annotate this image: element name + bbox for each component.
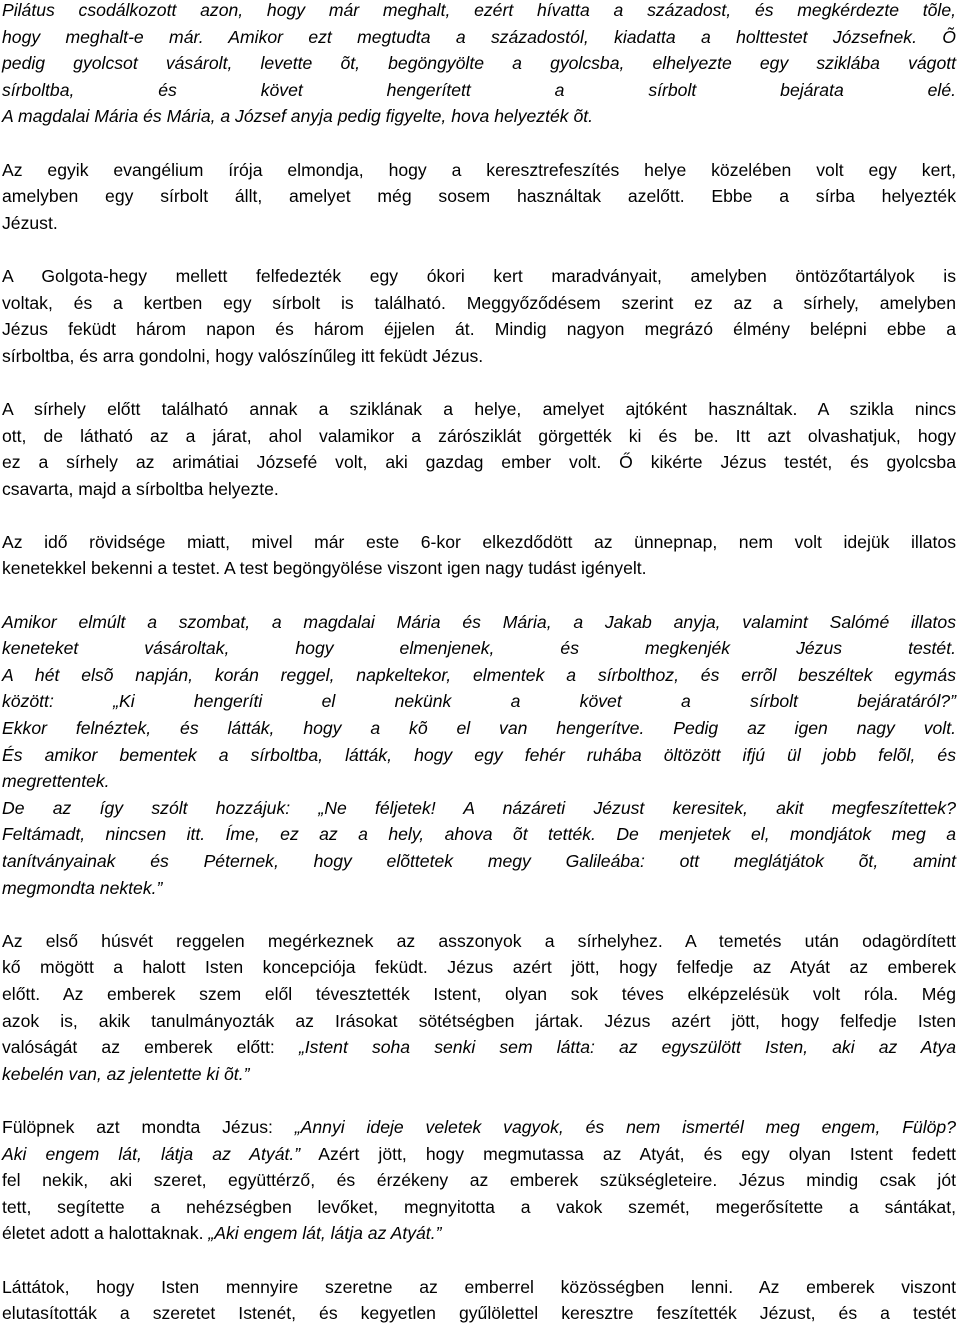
paragraph-7 (2, 928, 956, 1088)
paragraph-1 (2, 0, 956, 130)
italic-text: Amikor elmúlt a szombat, a magdalai Mária és Mária, a Jakab anyja, valamint Salómé illatos (2, 611, 956, 632)
italic-text: Ekkor felnéztek, és látták, hogy a kõ el van hengerítve. Pedig az igen nagy volt. (2, 718, 956, 739)
italic-text: pedig gyolcsot vásárolt, levette õt, begöngyölte a gyolcsba, elhelyezte egy sziklába vágott (2, 53, 956, 74)
italic-text: hogy meghalt-e már. Amikor ezt megtudta a századostól, kiadatta a holttestet Józsefnek. Õ (2, 26, 956, 47)
italic-text: tanítványainak és Péternek, hogy elõttetek megy Galileába: ott meglátjátok õt, amint (2, 851, 956, 871)
text-run: csavarta, majd a sírboltba helyezte. (2, 478, 279, 499)
text-line (2, 1034, 956, 1061)
italic-text: Pilátus csodálkozott azon, hogy már meghalt, ezért hívatta a századost, és megkérdezte tõle, (2, 0, 956, 20)
italic-text: A hét elsõ napján, korán reggel, napkeltekor, elmentek a sírbolthoz, és errõl beszéltek egymás (2, 664, 956, 685)
italic-text: sírboltba, és követ hengerített a sírbolt bejárata elé. (2, 79, 956, 100)
text-line (2, 821, 956, 848)
text-run: Jézus feküdt három napon és három éjjelen át. Mindig nagyon megrázó élmény belépni ebbe a (2, 319, 956, 340)
text-line (2, 688, 956, 715)
text-line (2, 529, 956, 556)
text-line (2, 423, 956, 450)
text-line (2, 183, 956, 210)
text-run: ott, de látható az a járat, ahol valamikor a zárósziklát görgették ki és be. Itt azt olvashatjuk, hogy (2, 425, 956, 446)
text-line (2, 449, 956, 476)
text-line (2, 1114, 956, 1141)
text-run: A Golgota-hegy mellett felfedezték egy ókori kert maradványait, amelyben öntözőtartályok is (2, 265, 956, 286)
text-line (2, 555, 956, 582)
text-line (2, 1300, 956, 1327)
text-line (2, 24, 956, 51)
text-line (2, 954, 956, 981)
italic-text: megrettentek. (2, 771, 110, 792)
text-run: kenetekkel bekenni a testet. A test begöngyölése viszont igen nagy tudást igényelt. (2, 558, 647, 579)
text-run: A sírhely előtt található annak a sziklának a helye, amelyet ajtóként használtak. A szikla nincs (2, 398, 956, 419)
italic-text: megmondta nektek.” (2, 877, 163, 898)
text-line (2, 981, 956, 1008)
italic-text: De az így szólt hozzájuk: „Ne féljetek! A názáreti Jézust keresitek, akit megfeszítettek? (2, 797, 956, 818)
text-line (2, 1008, 956, 1035)
italic-text: között: „Ki hengeríti el nekünk a követ a sírbolt bejáratáról?” (2, 691, 956, 712)
italic-text: keneteket vásároltak, hogy elmenjenek, és megkenjék Jézus testét. (2, 638, 956, 659)
text-line (2, 316, 956, 343)
text-run: Az egyik evangélium írója elmondja, hogy a keresztrefeszítés helye közelében volt egy kert, (2, 159, 956, 180)
text-run: azok is, akik tanulmányozták az Irásokat sötétségben jártak. Jézus azért jött, hogy felfedje Isten (2, 1010, 956, 1031)
text-run: ez a sírhely az arimátiai Józsefé volt, aki gazdag ember volt. Ő kikérte Jézus testét, és gyolcsba (2, 452, 956, 473)
text-line (2, 343, 956, 370)
text-line (2, 0, 956, 24)
text-line (2, 635, 956, 662)
text-line (2, 1220, 956, 1247)
text-line (2, 263, 956, 290)
text-line (2, 715, 956, 742)
text-run: Fülöpnek azt mondta Jézus: (2, 1116, 295, 1137)
text-line (2, 1061, 956, 1088)
text-run: elutasították a szeretet Istenét, és kegyetlen gyűlölettel keresztre feszítették Jézust, és a testét (2, 1303, 956, 1324)
text-run: Azért jött, hogy megmutassa az Atyát, és egy olyan Istent fedett (300, 1143, 956, 1164)
text-line (2, 742, 956, 769)
text-line (2, 1274, 956, 1301)
italic-text: A magdalai Mária és Mária, a József anyja pedig figyelte, hova helyezték õt. (2, 106, 594, 127)
paragraph-4 (2, 396, 956, 502)
text-line (2, 157, 956, 184)
text-run: kő mögött a halott Isten koncepciója feküdt. Jézus azért jött, hogy felfedje az Atyát az emberek (2, 957, 956, 978)
text-run: Az idő rövidsége miatt, mivel már este 6-kor elkezdődött az ünnepnap, nem volt idejük illatos (2, 531, 956, 552)
text-line (2, 396, 956, 423)
paragraph-6 (2, 609, 956, 902)
text-run: Láttátok, hogy Isten mennyire szeretne az emberrel közösségben lenni. Az emberek viszont (2, 1276, 956, 1297)
italic-text: „Aki engem lát, látja az Atyát.” (208, 1223, 442, 1244)
text-line (2, 928, 956, 955)
text-line (2, 1141, 956, 1168)
italic-text: kebelén van, az jelentette ki õt.” (2, 1063, 250, 1084)
paragraph-8 (2, 1114, 956, 1247)
text-line (2, 476, 956, 503)
text-line (2, 848, 956, 875)
text-line (2, 1167, 956, 1194)
italic-text: Aki engem lát, látja az Atyát.” (2, 1143, 301, 1164)
paragraph-5 (2, 529, 956, 582)
text-run: sírboltba, és arra gondolni, hogy valószínűleg itt feküdt Jézus. (2, 345, 484, 366)
italic-text: Feltámadt, nincsen itt. Íme, ez az a hely, ahova õt tették. De menjetek el, mondjátok meg a (2, 824, 956, 845)
italic-text: „Istent soha senki sem látta: az egyszülött Isten, aki az Atya (298, 1037, 956, 1058)
italic-text: „Annyi ideje veletek vagyok, és nem ismertél meg engem, Fülöp? (294, 1116, 956, 1137)
text-run: fel nekik, aki szeret, együttérző, és érzékeny az emberek szükségleteire. Jézus mindig csak jót (2, 1170, 956, 1191)
italic-text: És amikor bementek a sírboltba, látták, hogy egy fehér ruhába öltözött ifjú ül jobb felõl, és (2, 744, 956, 765)
text-line (2, 50, 956, 77)
paragraph-2 (2, 157, 956, 237)
text-run: előtt. Az emberek szem elől tévesztették Istent, olyan sok téves elképzelésük volt róla. Még (2, 983, 956, 1004)
paragraph-9 (2, 1274, 956, 1327)
text-run: tett, segítette a nehézségben levőket, megnyitotta a vakok szemét, megerősítette a sántákat, (2, 1196, 956, 1217)
text-run: életet adott a halottaknak. (2, 1223, 209, 1244)
paragraph-3 (2, 263, 956, 369)
text-line (2, 662, 956, 689)
text-line (2, 1194, 956, 1221)
text-line (2, 103, 956, 130)
text-line (2, 609, 956, 636)
text-line (2, 768, 956, 795)
text-line (2, 77, 956, 104)
text-line (2, 875, 956, 902)
text-run: Jézust. (2, 212, 58, 233)
document-body (2, 0, 956, 1327)
text-line (2, 210, 956, 237)
text-run: voltak, és a kertben egy sírbolt is található. Meggyőződésem szerint ez az a sírhely, amelyben (2, 292, 956, 313)
text-run: valóságát az emberek előtt: (2, 1037, 299, 1058)
text-line (2, 795, 956, 822)
text-run: Az első húsvét reggelen megérkeznek az asszonyok a sírhelyhez. A temetés után odagördített (2, 930, 956, 951)
text-line (2, 290, 956, 317)
text-run: amelyben egy sírbolt állt, amelyet még sosem használtak azelőtt. Ebbe a sírba helyezték (2, 186, 956, 207)
